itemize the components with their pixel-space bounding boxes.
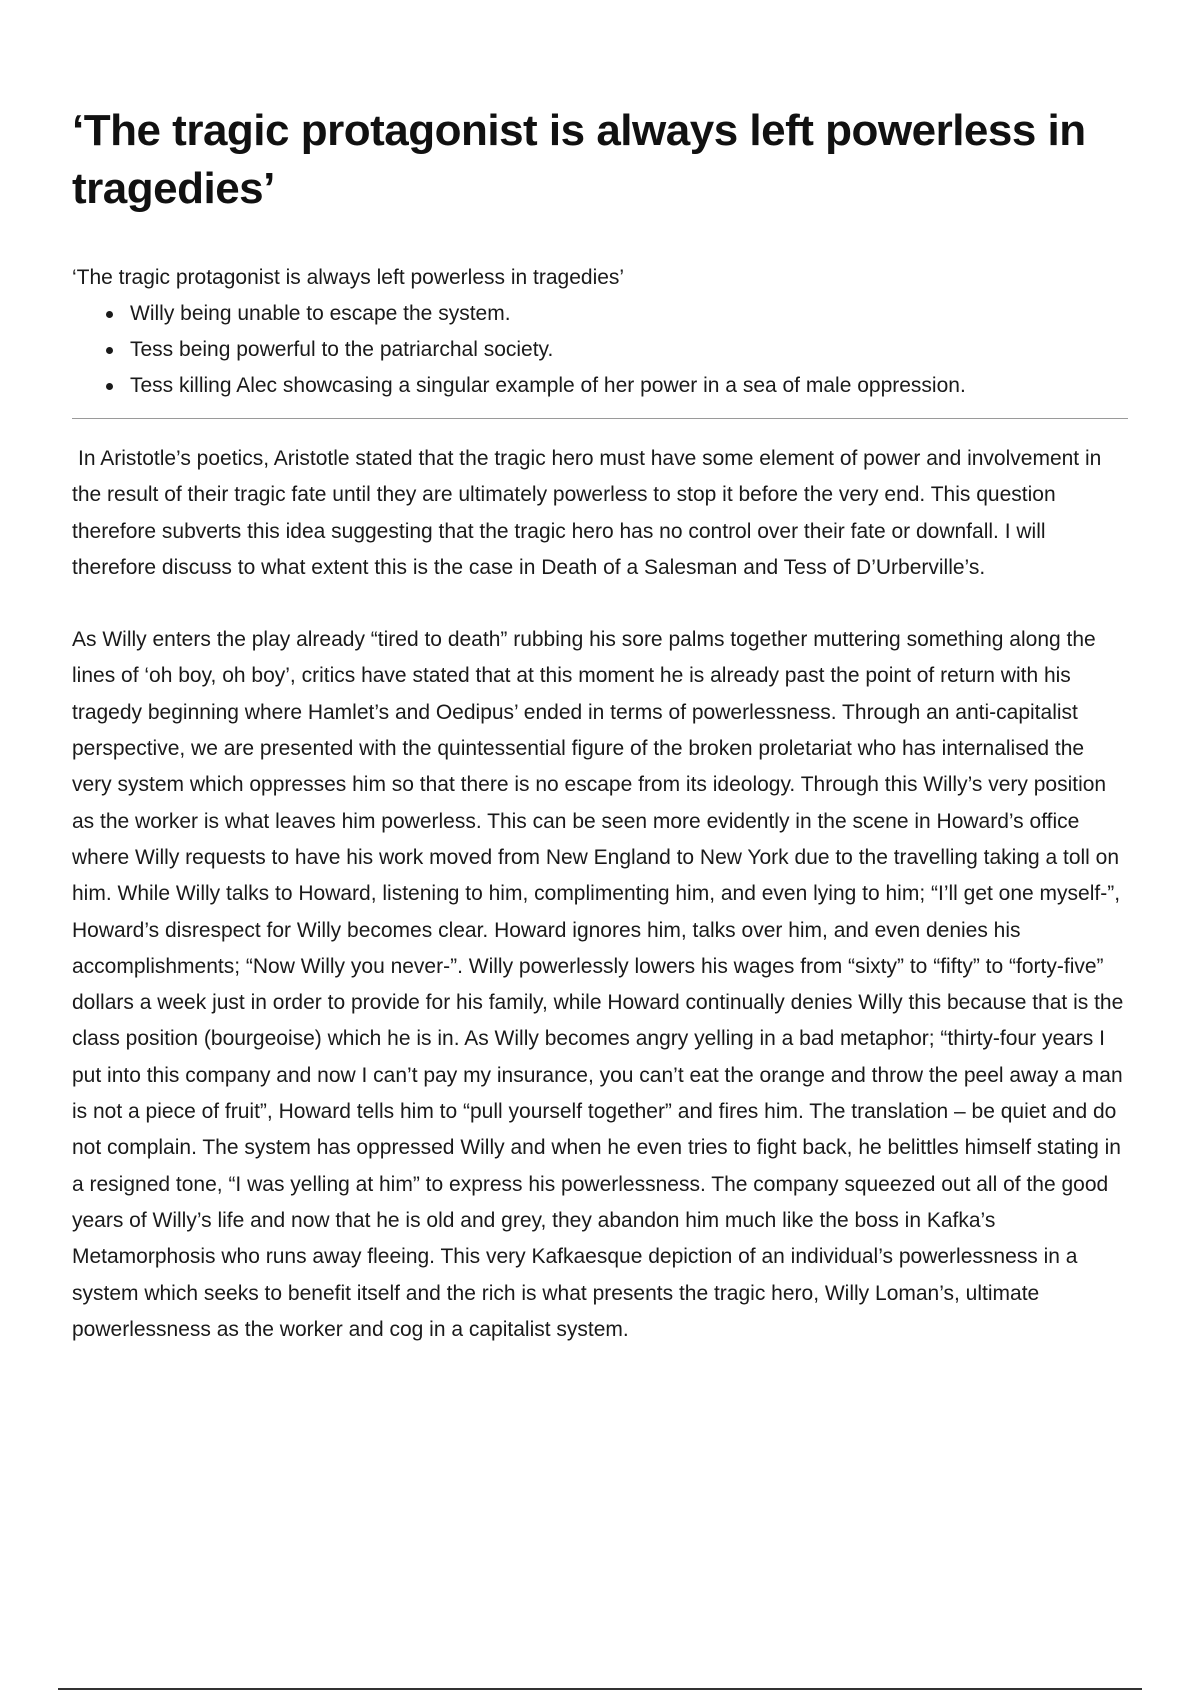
bullet-icon bbox=[106, 311, 113, 318]
list-item bbox=[106, 368, 1132, 404]
section-divider bbox=[72, 418, 1128, 419]
list-item bbox=[106, 332, 1132, 368]
bullet-icon bbox=[106, 383, 113, 390]
list-item bbox=[106, 296, 1132, 332]
essay-question: ‘The tragic protagonist is always left powerless in tragedies’ bbox=[72, 266, 625, 289]
plan-bullet-list bbox=[72, 296, 1132, 404]
footer-divider bbox=[58, 1688, 1142, 1690]
intro-paragraph: In Aristotle’s poetics, Aristotle stated that the tragic hero must have some element of power and involvement in the result of their tragic fate until they are ultimately powerless to stop it before the very end. This question therefore subverts this idea suggesting that the tragic hero has no control over their fate or downfall. I will therefore discuss to what extent this is the case in Death of a Salesman and Tess of D’Urberville’s. bbox=[72, 447, 1102, 579]
body-paragraph: As Willy enters the play already “tired to death” rubbing his sore palms together muttering something along the lines of ‘oh boy, oh boy’, critics have stated that at this moment he is already past the point of return with his tragedy beginning where Hamlet’s and Oedipus’ ended in terms of powerlessness. Through an anti-capitalist perspective, we are presented with the quintessential figure of the broken proletariat who has internalised the very system which oppresses him so that there is no escape from its ideology. Through this Willy’s very position as the worker is what leaves him powerless. This can be seen more evidently in the scene in Howard’s office where Willy requests to have his work moved from New England to New York due to the travelling taking a toll on him. While Willy talks to Howard, listening to him, complimenting him, and even lying to him; “I’ll get one myself-”, Howard’s disrespect for Willy becomes clear. Howard ignores him, talks over him, and even denies his accomplishments; “Now Willy you never-”. Willy powerlessly lowers his wages from “sixty” to “fifty” to “forty-five” dollars a week just in order to provide for his family, while Howard continually denies Willy this because that is the class position (bourgeoise) which he is in. As Willy becomes angry yelling in a bad metaphor; “thirty-four years I put into this company and now I can’t pay my insurance, you can’t eat the orange and throw the peel away a man is not a piece of fruit”, Howard tells him to “pull yourself together” and fires him. The translation – be quiet and do not complain. The system has oppressed Willy and when he even tries to fight back, he belittles himself stating in a resigned tone, “I was yelling at him” to express his powerlessness. The company squeezed out all of the good years of Willy’s life and now that he is old and grey, they abandon him much like the boss in Kafka’s Metamorphosis who runs away fleeing. This very Kafkaesque depiction of an individual’s powerlessness in a system which seeks to benefit itself and the rich is what presents the tragic hero, Willy Loman’s, ultimate powerlessness as the worker and cog in a capitalist system. bbox=[72, 628, 1124, 1341]
bullet-text: Tess being powerful to the patriarchal society. bbox=[130, 338, 554, 361]
bullet-icon bbox=[106, 347, 113, 354]
document-page bbox=[72, 102, 1132, 1348]
bullet-text: Willy being unable to escape the system. bbox=[130, 302, 511, 325]
bullet-text: Tess killing Alec showcasing a singular example of her power in a sea of male oppression. bbox=[130, 374, 966, 397]
document-title: ‘The tragic protagonist is always left powerless in tragedies’ bbox=[72, 106, 1086, 213]
